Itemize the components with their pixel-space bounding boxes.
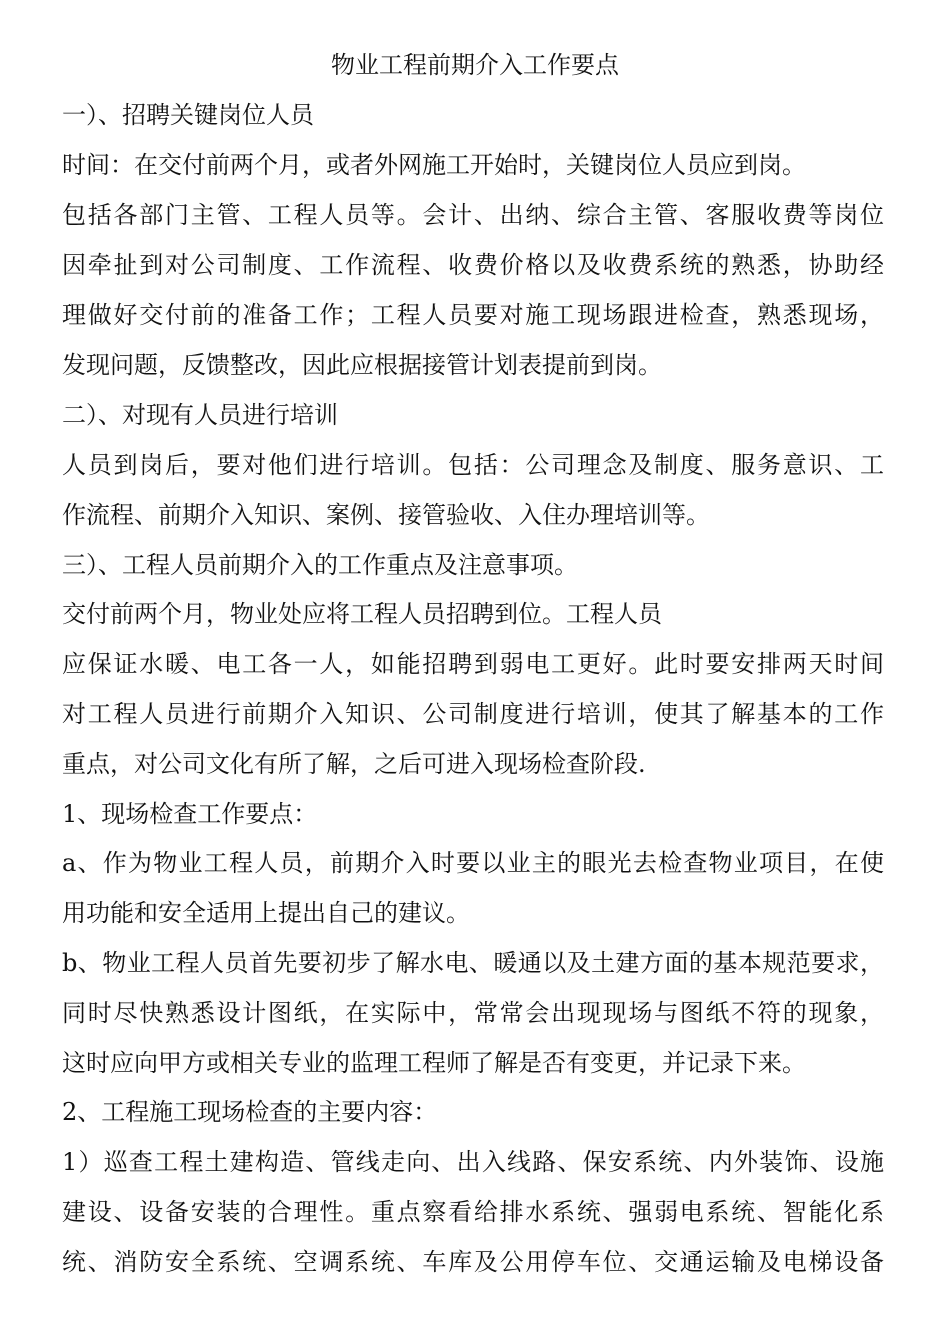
paragraph-line: b、物业工程人员首先要初步了解水电、暖通以及土建方面的基本规范要求， <box>62 949 884 977</box>
subsection-heading-1: 1、现场检查工作要点： <box>62 800 318 828</box>
subsection-heading-2: 2、工程施工现场检查的主要内容： <box>62 1098 438 1126</box>
paragraph-line: 发现问题，反馈整改，因此应根据接管计划表提前到岗。 <box>62 351 662 379</box>
paragraph-line: 对工程人员进行前期介入知识、公司制度进行培训，使其了解基本的工作 <box>62 700 884 728</box>
paragraph-line: 包括各部门主管、工程人员等。会计、出纳、综合主管、客服收费等岗位 <box>62 201 884 229</box>
document-title: 物业工程前期介入工作要点 <box>331 51 619 79</box>
paragraph-line: 理做好交付前的准备工作；工程人员要对施工现场跟进检查，熟悉现场， <box>62 301 884 329</box>
paragraph-line: 用功能和安全适用上提出自己的建议。 <box>62 899 470 927</box>
paragraph-line: 统、消防安全系统、空调系统、车库及公用停车位、交通运输及电梯设备 <box>62 1248 884 1276</box>
paragraph-line: 时间：在交付前两个月，或者外网施工开始时，关键岗位人员应到岗。 <box>62 151 806 179</box>
section-heading-3: 三）、工程人员前期介入的工作重点及注意事项。 <box>62 551 578 579</box>
section-heading-1: 一）、招聘关键岗位人员 <box>62 101 314 129</box>
paragraph-line: 1）巡查工程土建构造、管线走向、出入线路、保安系统、内外装饰、设施 <box>62 1148 884 1176</box>
paragraph-line: 应保证水暖、电工各一人，如能招聘到弱电工更好。此时要安排两天时间 <box>62 650 884 678</box>
paragraph-line: 同时尽快熟悉设计图纸，在实际中，常常会出现现场与图纸不符的现象， <box>62 999 884 1027</box>
paragraph-line: 重点，对公司文化有所了解，之后可进入现场检查阶段. <box>62 750 646 778</box>
paragraph-line: 建设、设备安装的合理性。重点察看给排水系统、强弱电系统、智能化系 <box>62 1198 884 1226</box>
section-heading-2: 二）、对现有人员进行培训 <box>62 401 338 429</box>
paragraph-line: a、作为物业工程人员，前期介入时要以业主的眼光去检查物业项目，在使 <box>62 849 884 877</box>
paragraph-line: 作流程、前期介入知识、案例、接管验收、入住办理培训等。 <box>62 501 710 529</box>
paragraph-line: 这时应向甲方或相关专业的监理工程师了解是否有变更，并记录下来。 <box>62 1049 806 1077</box>
paragraph-line: 人员到岗后，要对他们进行培训。包括：公司理念及制度、服务意识、工 <box>62 451 884 479</box>
paragraph-line: 交付前两个月，物业处应将工程人员招聘到位。工程人员 <box>62 600 662 628</box>
paragraph-line: 因牵扯到对公司制度、工作流程、收费价格以及收费系统的熟悉，协助经 <box>62 251 884 279</box>
